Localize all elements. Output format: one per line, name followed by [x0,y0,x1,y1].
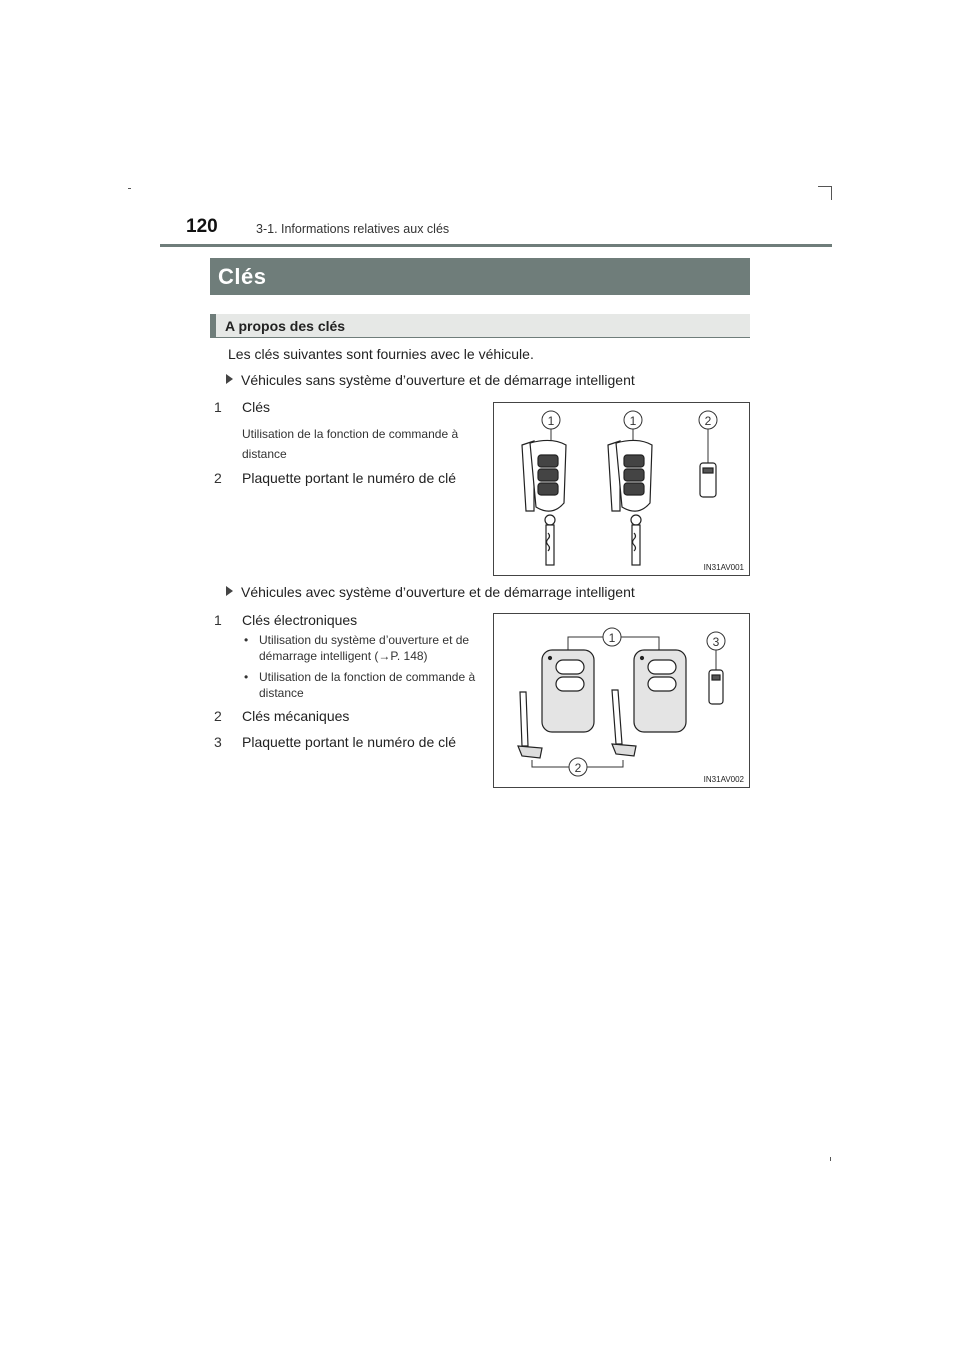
callout-number: 1 [547,414,555,428]
bullet-list [242,632,482,706]
intro-text: Les clés suivantes sont fournies avec le véhicule. [228,346,534,362]
item-number: 2 [214,470,222,486]
crop-mark [831,186,832,200]
item-label: Clés électroniques [242,612,358,628]
key-number-plate-icon [700,463,716,497]
item-number: 2 [214,708,222,724]
mechanical-key-icon [518,692,542,758]
bullet-item: • Utilisation de la fonction de commande à distance [242,669,482,701]
figure-code: IN31AV001 [703,563,744,572]
mechanical-key-icon [612,690,636,756]
figure-keys [493,402,750,576]
item-number: 1 [214,612,222,628]
callout-number: 1 [629,414,637,428]
electronic-keys-illustration [494,614,749,787]
page-number: 120 [186,216,218,237]
condition-heading [226,584,635,600]
item-label: Clés [242,399,271,415]
condition-heading [226,372,635,388]
callout-number: 2 [574,761,582,775]
arrow-right-icon [226,374,233,384]
header-rule [160,244,832,247]
flip-key-icon [608,440,652,565]
item-number: 3 [214,734,222,750]
smart-key-icon [542,650,594,732]
smart-key-icon [634,650,686,732]
item-label: Plaquette portant le numéro de clé [242,470,457,486]
condition-text: Véhicules sans système d’ouverture et de démarrage intelligent [241,372,635,388]
section-title: Clés [210,258,750,295]
callout-number: 2 [704,414,712,428]
key-number-plate-icon [709,670,723,704]
figure-electronic-keys [493,613,750,788]
figure-code: IN31AV002 [703,775,744,784]
crop-mark [830,1157,831,1161]
callout-number: 1 [608,631,616,645]
item-description: Utilisation de la fonction de commande à distance [242,427,459,461]
callout-number: 3 [712,635,720,649]
arrow-right-icon [226,586,233,596]
item-number: 1 [214,399,222,415]
item-label: Clés mécaniques [242,708,350,724]
flip-key-icon [522,440,566,565]
bullet-item: • Utilisation du système d’ouverture et de démarrage intelligent (→P. 148) [242,632,482,664]
condition-text: Véhicules avec système d’ouverture et de démarrage intelligent [241,584,635,600]
chapter-header: 3-1. Informations relatives aux clés [256,222,450,236]
crop-mark [818,186,832,187]
keys-illustration [494,403,749,575]
subsection-title: A propos des clés [210,314,750,338]
item-label: Plaquette portant le numéro de clé [242,734,457,750]
crop-mark [128,188,131,189]
